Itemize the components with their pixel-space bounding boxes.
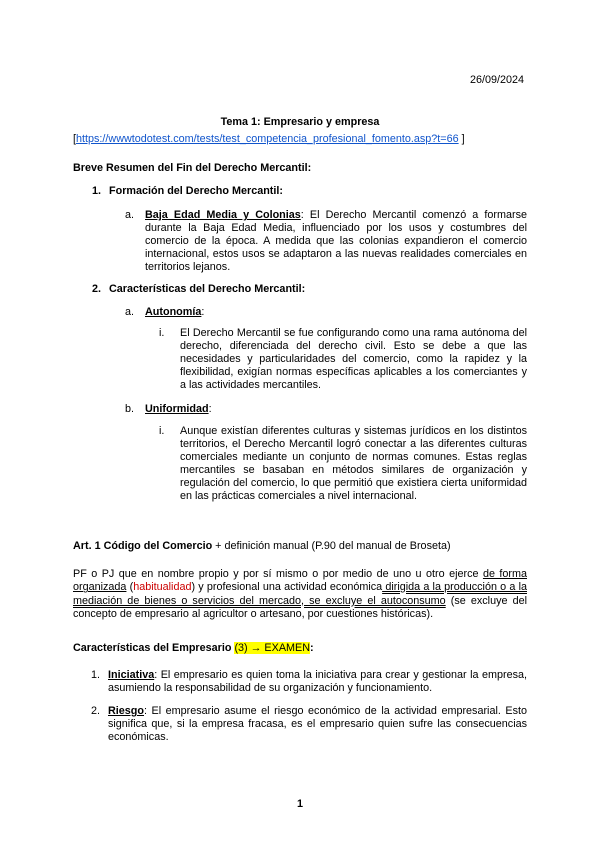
caract-item-2 xyxy=(108,705,527,744)
exam-highlight: (3) → EXAMEN xyxy=(234,642,311,654)
definition-paragraph xyxy=(73,568,527,622)
source-link[interactable]: https://wwwtodotest.com/tests/test_competencia_profesional_fomento.asp?t=66 xyxy=(76,133,459,145)
section-1a-title: Baja Edad Media y Colonias xyxy=(145,209,301,221)
def-part-2: ( xyxy=(126,581,134,594)
section-2b-title: Uniformidad xyxy=(145,403,209,415)
def-part-1: PF o PJ que en nombre propio y por sí mismo o por medio de uno u otro ejerce xyxy=(73,568,483,580)
section-2b-marker: b. xyxy=(125,403,135,415)
def-underline-organizada: de forma organizada xyxy=(73,568,527,594)
resumen-heading: Breve Resumen del Fin del Derecho Mercantil: xyxy=(73,162,312,174)
caract-item-1-title: Iniciativa xyxy=(108,669,155,681)
section-2-title: Características del Derecho Mercantil: xyxy=(109,283,306,295)
caract-heading-line xyxy=(73,642,314,655)
section-1-number: 1. xyxy=(92,185,102,197)
section-2b-i-marker: i. xyxy=(159,425,165,437)
def-habitualidad: habitualidad xyxy=(133,581,192,594)
section-2a-title: Autonomía xyxy=(145,306,202,318)
section-2-number: 2. xyxy=(92,283,102,295)
section-2a-colon: : xyxy=(201,306,205,318)
section-1-title: Formación del Derecho Mercantil: xyxy=(109,185,283,197)
source-link-line xyxy=(73,133,465,146)
def-underline-produccion: dirigida a la producción o a la mediación de bienes o servicios del mercado, se excluye el autoconsumo xyxy=(73,581,527,607)
section-2b-i-text: Aunque existían diferentes culturas y sistemas jurídicos en los distintos territorios, el Derecho Mercantil logró conectar a las diferentes culturas comerciales mediante un conjunto de normas comunes. Estas reglas mercantiles se basaban en métodos similares de organización y regulación del comercio, lo que permitió que existiera cierta uniformidad en las prácticas comerciales a nivel internacional. xyxy=(180,425,527,502)
document-date: 26/09/2024 xyxy=(470,74,525,86)
caract-item-2-number: 2. xyxy=(91,705,101,717)
section-2a-heading xyxy=(145,306,204,319)
def-part-3: ) y profesional una actividad económica xyxy=(191,581,383,594)
caract-item-1 xyxy=(108,669,527,695)
section-1a-marker: a. xyxy=(125,209,135,221)
bracket-open: [ xyxy=(73,133,76,145)
section-1a-text: : El Derecho Mercantil comenzó a formarse durante la Baja Edad Media, influenciado por los usos y costumbres del comercio de la época. A medida que las colonias expandieron el comercio internacional, estos usos se adaptaron a las nuevas realidades comerciales en territorios lejanos. xyxy=(145,209,527,273)
section-2a-i-text: El Derecho Mercantil se fue configurando como una rama autónoma del derecho, diferenciada del derecho civil. Esto se debe a que las necesidades y particularidades del comercio, como la rapidez y la flexibilidad, exigían normas específicas aplicables a los comerciantes y a las actividades mercantiles. xyxy=(180,327,527,391)
art1-line xyxy=(73,540,451,553)
caract-item-1-number: 1. xyxy=(91,669,101,681)
def-part-4: (se excluye del concepto de empresario al agricultor o artesano, por cuestiones históricas). xyxy=(73,594,527,621)
caract-item-1-text: : El empresario es quien toma la iniciativa para crear y gestionar la empresa, asumiendo la responsabilidad de su organización y funcionamiento. xyxy=(108,669,527,694)
caract-item-2-text: : El empresario asume el riesgo económico de la actividad empresarial. Esto significa que, si la empresa fracasa, es el empresario quien sufre las consecuencias económicas. xyxy=(108,705,527,743)
bracket-close: ] xyxy=(458,133,465,145)
art1-rest: + definición manual (P.90 del manual de Broseta) xyxy=(212,540,451,552)
caract-colon: : xyxy=(310,642,314,654)
caract-heading: Características del Empresario xyxy=(73,642,235,654)
section-2a-i-marker: i. xyxy=(159,327,165,339)
section-2a-marker: a. xyxy=(125,306,135,318)
page-number: 1 xyxy=(296,798,303,810)
section-2b-colon: : xyxy=(208,403,212,415)
section-2b-heading xyxy=(145,403,212,416)
art1-title: Art. 1 Código del Comercio xyxy=(73,540,213,552)
page-title: Tema 1: Empresario y empresa xyxy=(220,116,380,128)
section-1a-paragraph xyxy=(145,209,527,274)
caract-item-2-title: Riesgo xyxy=(108,705,144,717)
